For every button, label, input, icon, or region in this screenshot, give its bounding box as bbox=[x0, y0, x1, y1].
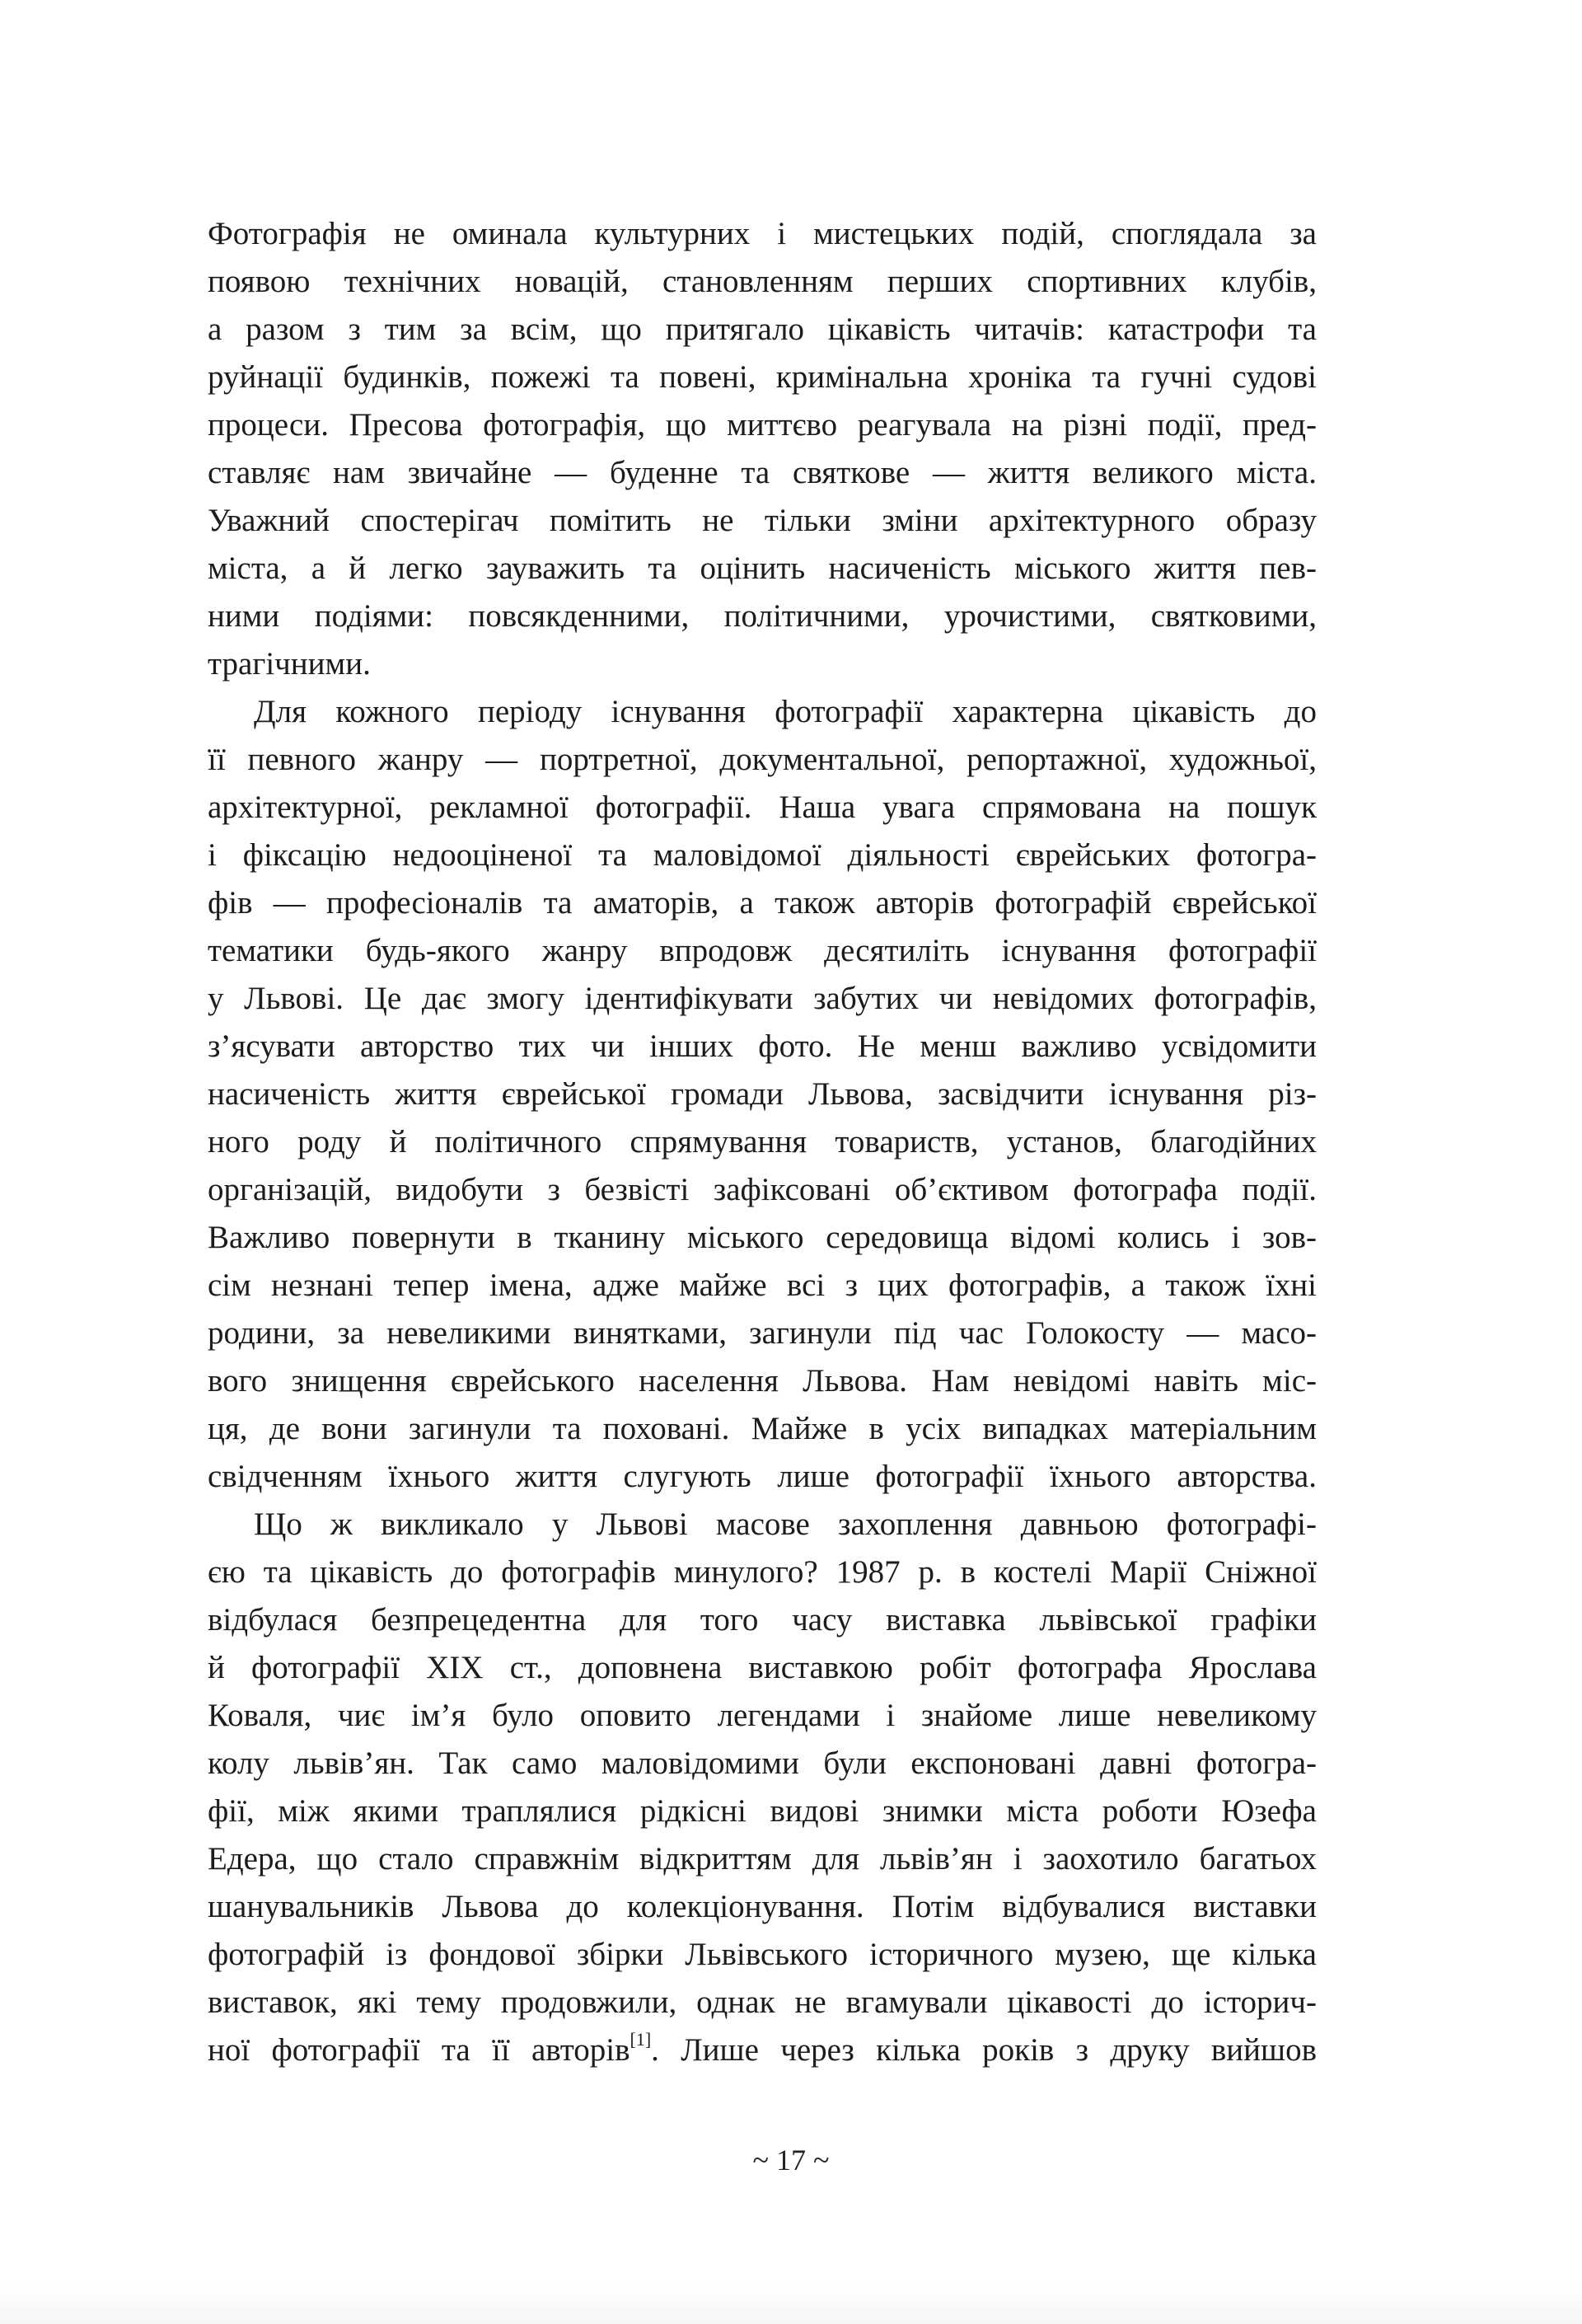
text-line: Уважний спостерігач помітить не тільки зміни архітектурного образу bbox=[208, 503, 1317, 538]
text-line: архітектурної, рекламної фотографії. Наша увага спрямована на пошук bbox=[208, 790, 1317, 825]
text-line: і фіксацію недооціненої та маловідомої діяльності єврейських фотогра- bbox=[208, 837, 1317, 873]
text-line: фії, між якими траплялися рідкісні видові знимки міста роботи Юзефа bbox=[208, 1793, 1317, 1829]
text-line: процеси. Пресова фотографія, що миттєво реагувала на різні події, пред- bbox=[208, 407, 1317, 443]
text-line bbox=[208, 2026, 1317, 2074]
text-line: руйнації будинків, пожежі та повені, кримінальна хроніка та гучні судові bbox=[208, 359, 1317, 395]
text-line: й фотографії XIX ст., доповнена виставкою робіт фотографа Ярослава bbox=[208, 1650, 1317, 1685]
text-line: Коваля, чиє ім’я було оповито легендами і знайоме лише невеликому bbox=[208, 1698, 1317, 1733]
text-line: шанувальників Львова до колекціонування. Потім відбувалися виставки bbox=[208, 1889, 1317, 1924]
text-line: єю та цікавість до фотографів минулого? 1987 р. в костелі Марії Сніжної bbox=[208, 1554, 1317, 1590]
text-line: вого знищення єврейського населення Львова. Нам невідомі навіть міс- bbox=[208, 1363, 1317, 1399]
text-segment: ної фотографії та її авторів bbox=[208, 2032, 630, 2068]
text-line: Фотографія не оминала культурних і мистецьких подій, споглядала за bbox=[208, 216, 1317, 251]
text-line: її певного жанру — портретної, документальної, репортажної, художньої, bbox=[208, 742, 1317, 777]
text-line: Едера, що стало справжнім відкриттям для львів’ян і заохотило багатьох bbox=[208, 1841, 1317, 1877]
text-line: родини, за невеликими винятками, загинули під час Голокосту — масо- bbox=[208, 1315, 1317, 1351]
text-line: а разом з тим за всім, що притягало цікавість читачів: катастрофи та bbox=[208, 312, 1317, 347]
text-line: Для кожного періоду існування фотографії характерна цікавість до bbox=[254, 694, 1317, 729]
text-line: з’ясувати авторство тих чи інших фото. Не менш важливо усвідомити bbox=[208, 1028, 1317, 1064]
page-bottom-edge bbox=[0, 2283, 1582, 2324]
text-line: ного роду й політичного спрямування товариств, установ, благодійних bbox=[208, 1124, 1317, 1160]
text-line: у Львові. Це дає змогу ідентифікувати забутих чи невідомих фотографів, bbox=[208, 981, 1317, 1016]
text-line: виставок, які тему продовжили, однак не вгамували цікавості до історич- bbox=[208, 1984, 1317, 2020]
text-line: насиченість життя єврейської громади Львова, засвідчити існування різ- bbox=[208, 1076, 1317, 1112]
text-line: ця, де вони загинули та поховані. Майже в усіх випадках матеріальним bbox=[208, 1411, 1317, 1446]
text-line: відбулася безпрецедентна для того часу виставка львівської графіки bbox=[208, 1602, 1317, 1638]
text-line: колу львів’ян. Так само маловідомими були експоновані давні фотогра- bbox=[208, 1745, 1317, 1781]
text-line: організацій, видобути з безвісті зафіксовані об’єктивом фотографа події. bbox=[208, 1172, 1317, 1207]
text-line: міста, а й легко зауважить та оцінить насиченість міського життя пев- bbox=[208, 551, 1317, 586]
text-line: трагічними. bbox=[208, 646, 371, 682]
text-line: тематики будь-якого жанру впродовж десятиліть існування фотографії bbox=[208, 933, 1317, 968]
text-line: появою технічних новацій, становленням перших спортивних клубів, bbox=[208, 264, 1317, 299]
text-line: Що ж викликало у Львові масове захоплення давньою фотографі- bbox=[254, 1506, 1317, 1542]
text-line: фів — професіоналів та аматорів, а також авторів фотографій єврейської bbox=[208, 885, 1317, 921]
text-line: Важливо повернути в тканину міського середовища відомі колись і зов- bbox=[208, 1220, 1317, 1255]
text-line: сім незнані тепер імена, адже майже всі з цих фотографів, а також їхні bbox=[208, 1267, 1317, 1303]
page-number: ~ 17 ~ bbox=[752, 2144, 830, 2176]
body-text bbox=[208, 210, 1317, 2074]
text-segment: . Лише через кілька років з друку вийшов bbox=[651, 2032, 1317, 2068]
text-line: ставляє нам звичайне — буденне та святкове — життя великого міста. bbox=[208, 455, 1317, 490]
text-line: свідченням їхнього життя слугують лише фотографії їхнього авторства. bbox=[208, 1459, 1317, 1494]
text-line: ними подіями: повсякденними, політичними, урочистими, святковими, bbox=[208, 598, 1317, 634]
footnote-reference[interactable]: [1] bbox=[630, 2029, 652, 2050]
text-line: фотографій із фондової збірки Львівського історичного музею, ще кілька bbox=[208, 1937, 1317, 1972]
